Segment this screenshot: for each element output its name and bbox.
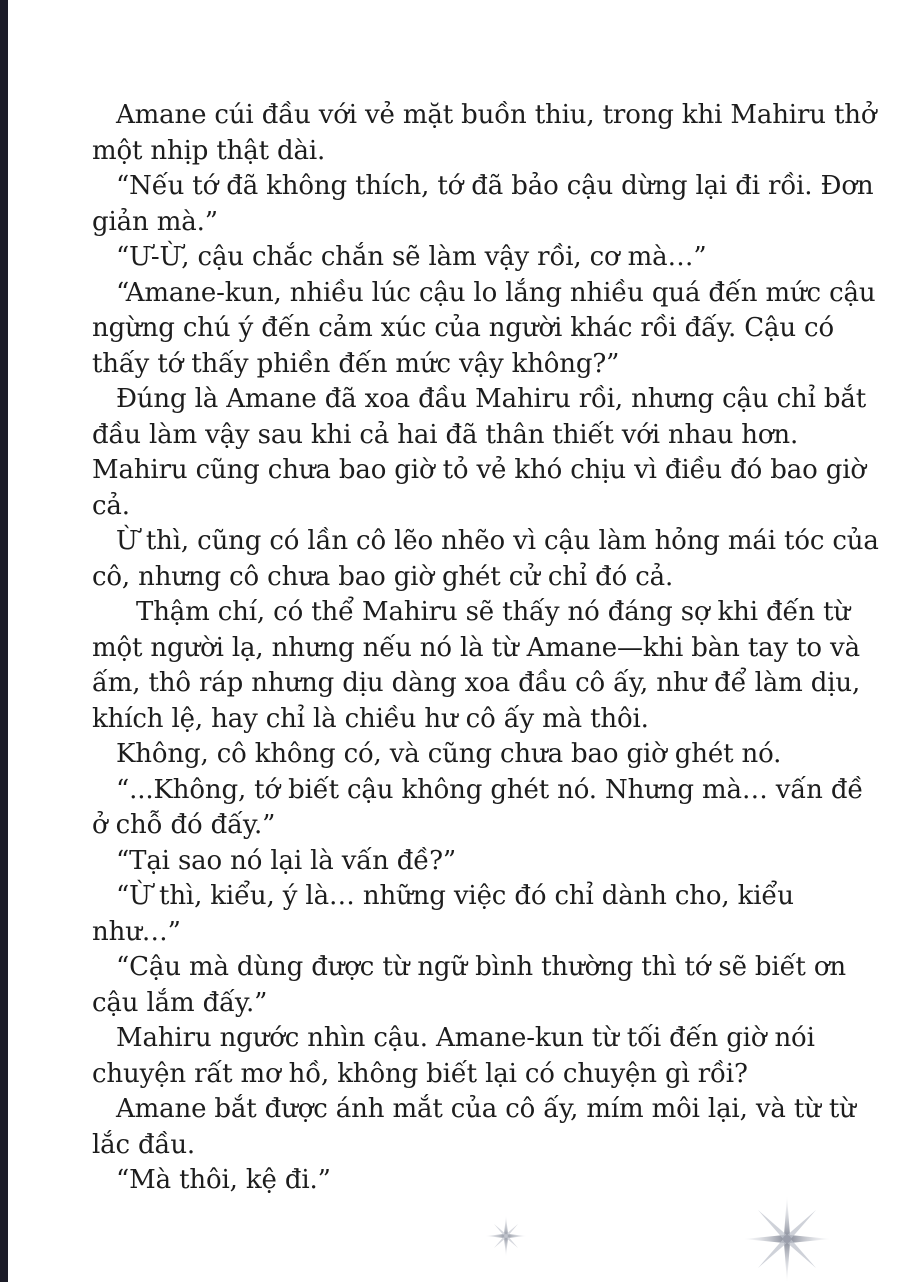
book-page-text: [92, 98, 882, 1199]
sparkle-icon: [486, 1216, 526, 1256]
page-left-edge: [0, 0, 8, 1282]
paragraph: Amane bắt được ánh mắt của cô ấy, mím môi lại, và từ từ lắc đầu.: [92, 1094, 856, 1160]
paragraph: “Ư-Ừ, cậu chắc chắn sẽ làm vậy rồi, cơ mà…”: [116, 242, 707, 272]
paragraph: Thậm chí, có thể Mahiru sẽ thấy nó đáng sợ khi đến từ một người lạ, nhưng nếu nó là từ Amane—khi bàn tay to và ấm, thô ráp nhưng dịu dàng xoa đầu cô ấy, như để làm dịu, khích lệ, hay chỉ là chiều hư cô ấy mà thôi.: [92, 597, 861, 734]
paragraph: “...Không, tớ biết cậu không ghét nó. Nhưng mà… vấn đề ở chỗ đó đấy.”: [92, 774, 864, 840]
paragraph: Mahiru ngước nhìn cậu. Amane-kun từ tối đến giờ nói chuyện rất mơ hồ, không biết lại có chuyện gì rồi?: [92, 1023, 815, 1089]
paragraph: Amane cúi đầu với vẻ mặt buồn thiu, trong khi Mahiru thở một nhịp thật dài.: [92, 100, 877, 166]
paragraph: “Nếu tớ đã không thích, tớ đã bảo cậu dừng lại đi rồi. Đơn giản mà.”: [92, 171, 874, 237]
sparkle-icon: [744, 1196, 830, 1282]
paragraph: “Mà thôi, kệ đi.”: [116, 1165, 331, 1195]
paragraph: “Amane-kun, nhiều lúc cậu lo lắng nhiều quá đến mức cậu ngừng chú ý đến cảm xúc của người khác rồi đấy. Cậu có thấy tớ thấy phiền đến mức vậy không?”: [92, 277, 876, 379]
paragraph: “Tại sao nó lại là vấn đề?”: [116, 845, 457, 876]
paragraph: Không, cô không có, và cũng chưa bao giờ ghét nó.: [116, 739, 782, 769]
paragraph: “Ừ thì, kiểu, ý là… những việc đó chỉ dành cho, kiểu như…”: [92, 881, 794, 947]
paragraph: “Cậu mà dùng được từ ngữ bình thường thì tớ sẽ biết ơn cậu lắm đấy.”: [92, 952, 846, 1018]
paragraph: Ừ thì, cũng có lần cô lẽo nhẽo vì cậu làm hỏng mái tóc của cô, nhưng cô chưa bao giờ ghét cử chỉ đó cả.: [92, 526, 879, 592]
paragraph: Đúng là Amane đã xoa đầu Mahiru rồi, nhưng cậu chỉ bắt đầu làm vậy sau khi cả hai đã thân thiết với nhau hơn. Mahiru cũng chưa bao giờ tỏ vẻ khó chịu vì điều đó bao giờ cả.: [92, 384, 867, 521]
